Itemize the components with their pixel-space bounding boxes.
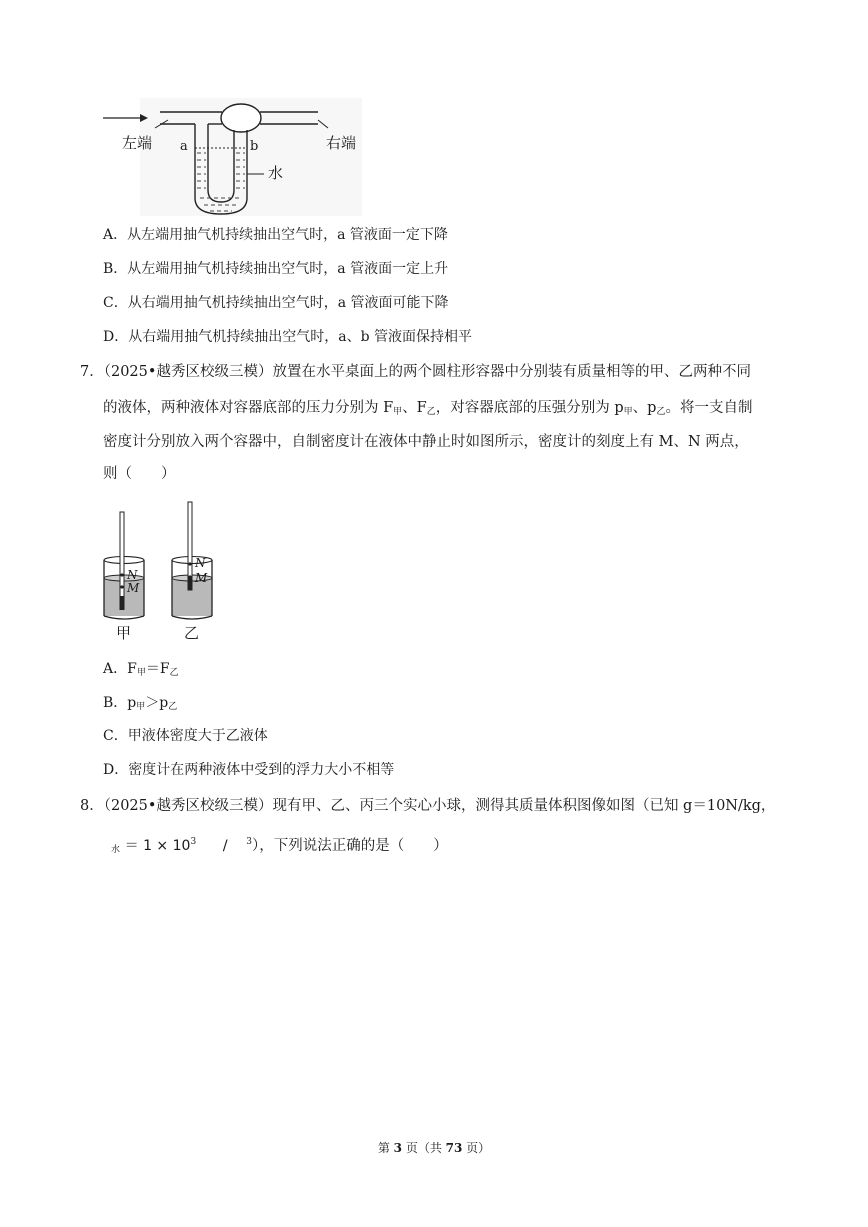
q7-option-c: C．甲液体密度大于乙液体 <box>103 728 268 744</box>
tube-b-label: b <box>250 139 259 154</box>
q7-line-4: 则（ ） <box>103 466 176 482</box>
q7-option-b: B．$p_甲>p_乙$ <box>103 695 178 712</box>
q7-text-1: 放置在水平桌面上的两个圆柱形容器中分别装有质量相等的甲、乙两种不同 <box>272 364 751 380</box>
water-label: 水 <box>268 164 284 182</box>
q8-text-2: ），下列说法正确的是（ ） <box>252 838 448 854</box>
label-jia: 甲 <box>116 624 132 642</box>
q8-number: 8． <box>80 798 104 814</box>
q8-line-2: $_水 = 1 \times 10^3 / ^3$），下列说法正确的是（ ） <box>111 837 448 855</box>
jia-mark-n: N <box>127 568 138 582</box>
q8-line-1 <box>80 796 775 816</box>
q7-option-d: D．密度计在两种液体中受到的浮力大小不相等 <box>103 762 395 778</box>
q7-line-3: 密度计分别放入两个容器中，自制密度计在液体中静止时如图所示，密度计的刻度上有 M、N 两点， <box>103 434 749 450</box>
q8-text-1: 现有甲、乙、丙三个实心小球，测得其质量体积图像如图（已知 g＝10N/kg， <box>272 798 776 814</box>
formula-value: ＝ 1 × 10 <box>124 838 191 854</box>
tube-a-label: a <box>180 139 188 154</box>
page-footer: 第 3 页（共 73 页） <box>377 1141 491 1155</box>
yi-mark-m: M <box>195 571 208 585</box>
right-end-label: 右端 <box>326 134 357 152</box>
u-tube-drawing <box>100 98 362 218</box>
yi-mark-n: N <box>195 556 206 570</box>
hydrometer-diagram <box>100 498 220 644</box>
q6-option-c: C．从右端用抽气机持续抽出空气时，a 管液面可能下降 <box>103 295 449 311</box>
q6-option-a: A．从左端用抽气机持续抽出空气时，a 管液面一定下降 <box>103 227 448 243</box>
q7-number: 7． <box>80 364 104 380</box>
jia-mark-m: M <box>127 581 140 595</box>
page-total: 73 <box>445 1141 463 1155</box>
page-number: 3 <box>393 1141 402 1155</box>
q6-option-d: D．从右端用抽气机持续抽出空气时，a、b 管液面保持相平 <box>103 329 472 345</box>
q6-option-b: B．从左端用抽气机持续抽出空气时，a 管液面一定上升 <box>103 261 449 277</box>
rho-water-sub: 水 <box>111 845 121 855</box>
container-yi <box>172 502 212 619</box>
q7-line-1 <box>80 362 751 382</box>
q7-option-a: A．$F_甲=F_乙$ <box>103 661 179 678</box>
q8-source: （2025•越秀区校级三模） <box>103 798 273 814</box>
container-jia <box>104 512 144 619</box>
label-yi: 乙 <box>184 624 200 642</box>
left-end-label: 左端 <box>122 134 153 152</box>
q7-source: （2025•越秀区校级三模） <box>103 364 273 380</box>
u-tube-diagram <box>100 98 362 218</box>
q7-line-2: 的液体，两种液体对容器底部的压力分别为 $F_甲$、$F_乙$，对容器底部的压强分别为 $p_甲$、$p_乙$。将一支自制 <box>103 400 753 417</box>
